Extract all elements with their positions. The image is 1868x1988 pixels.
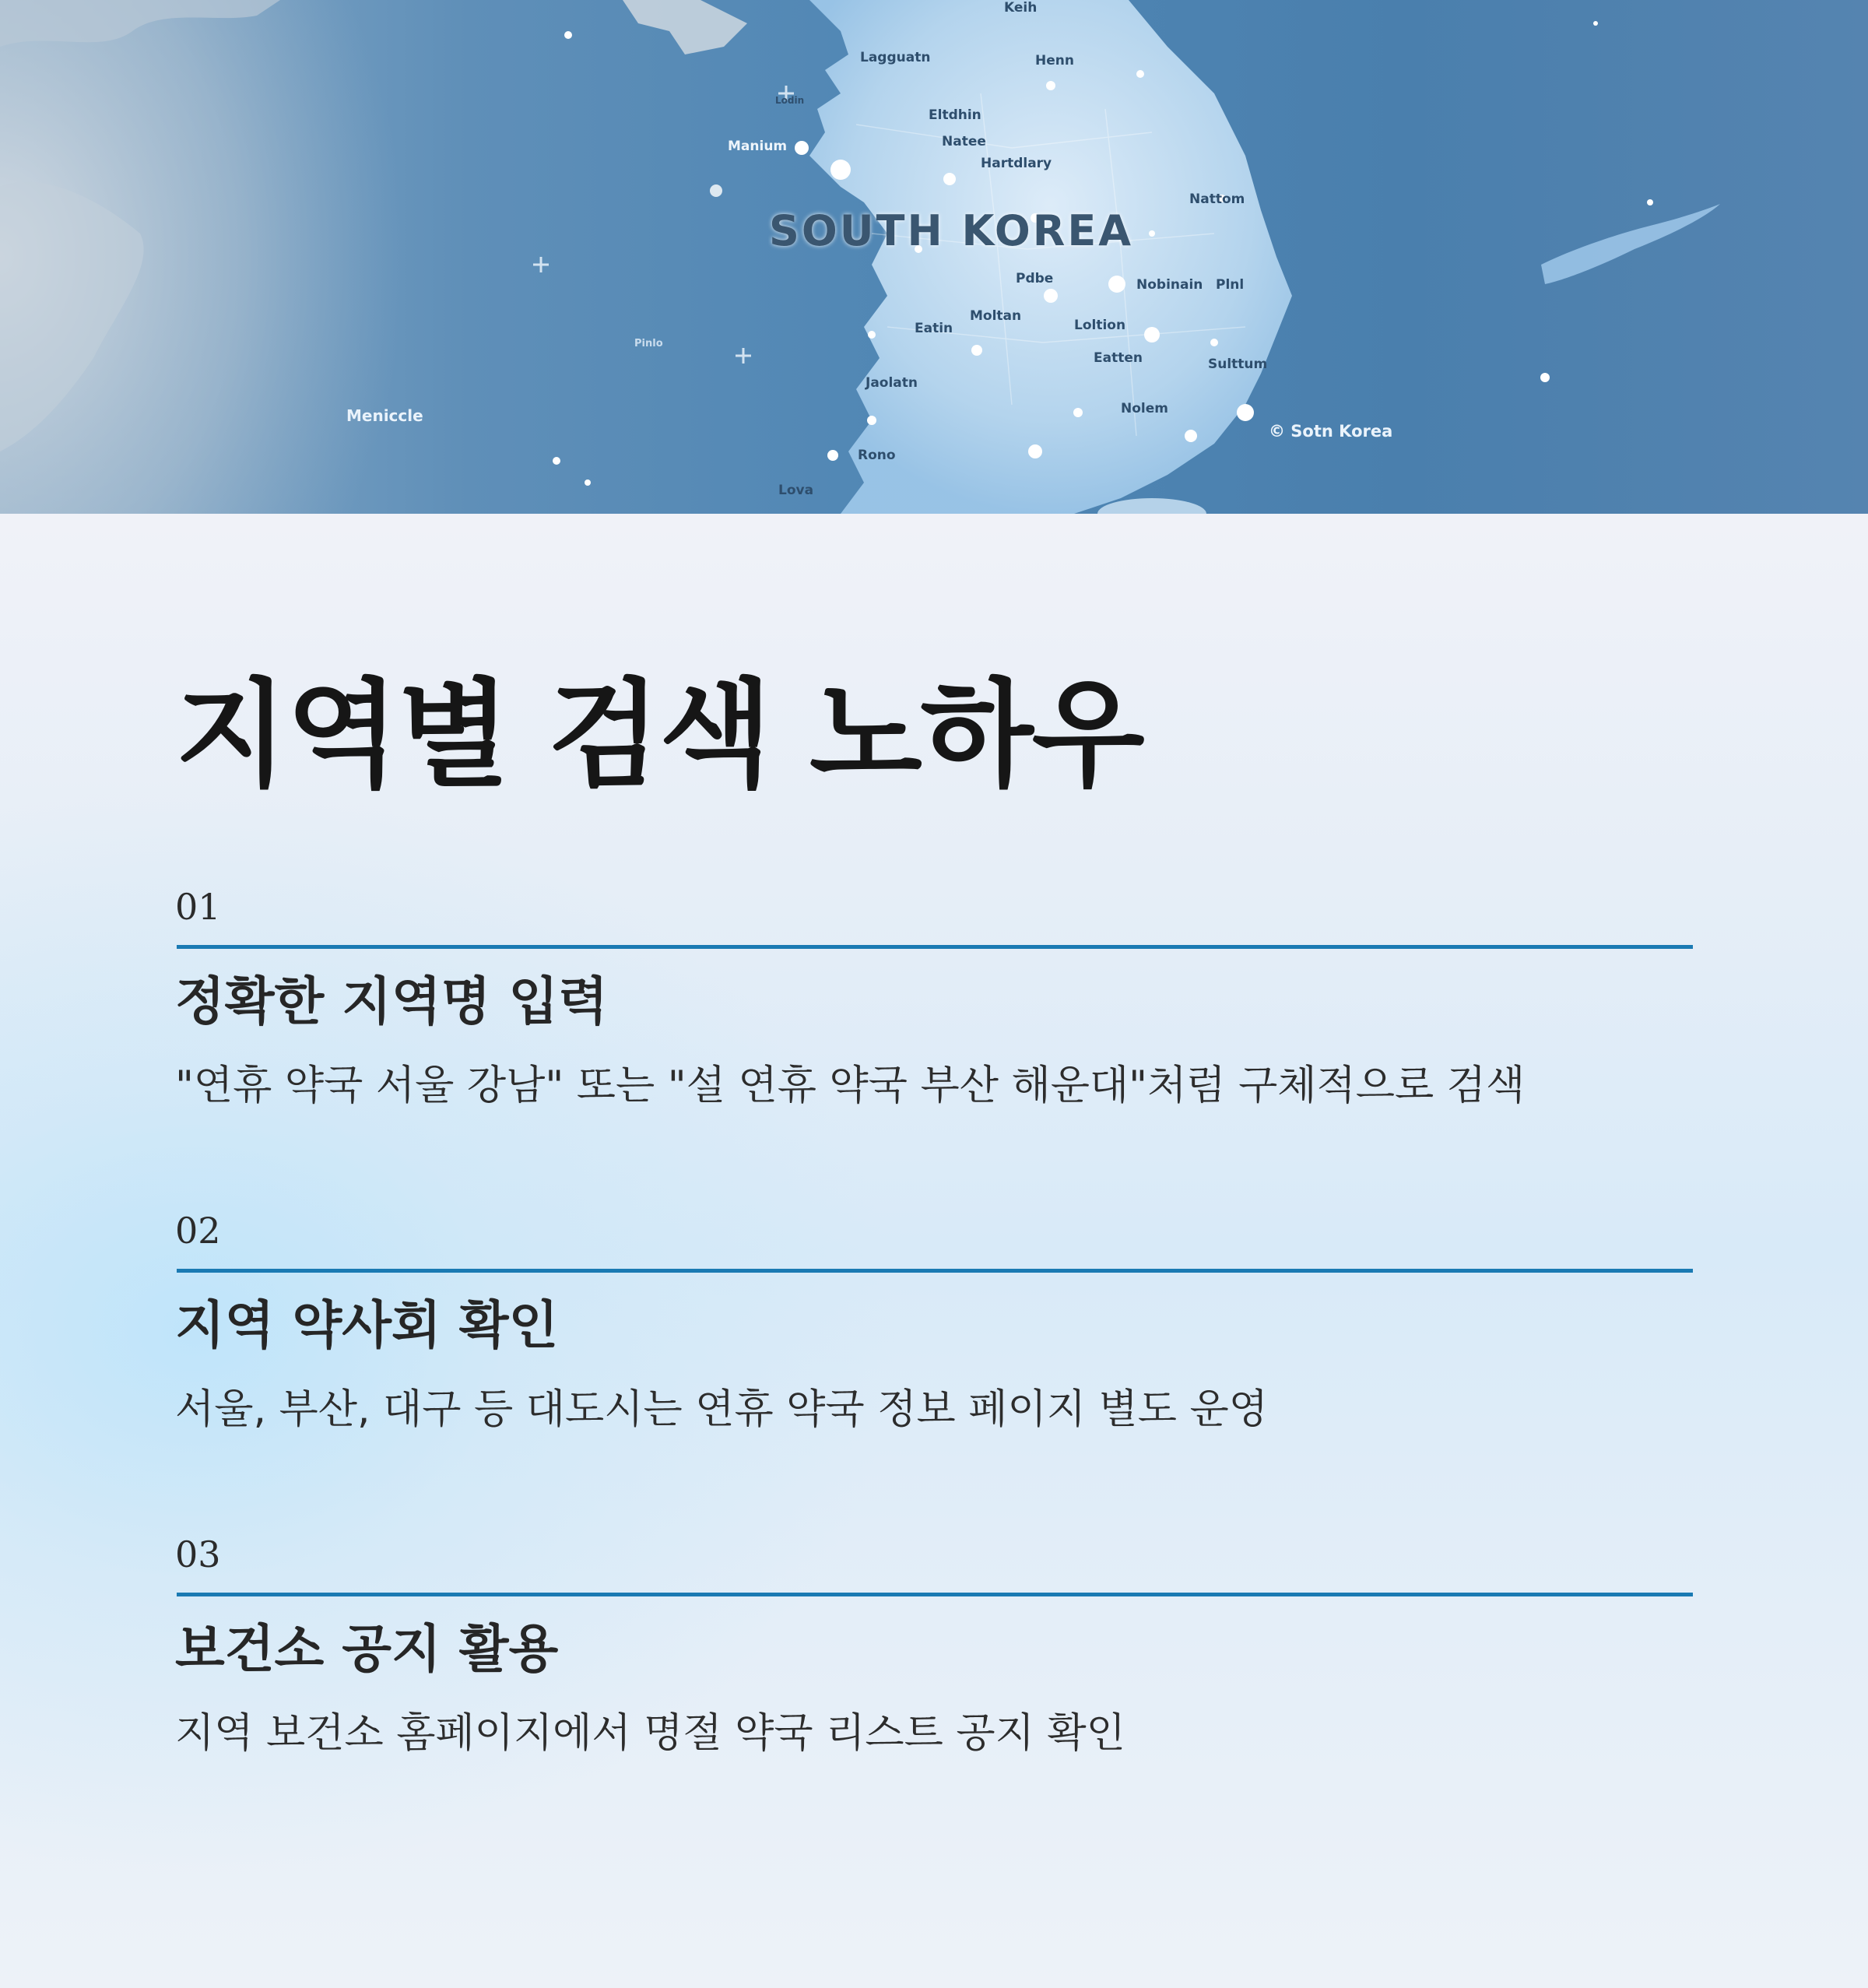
map-place-label: Pdbe — [1016, 271, 1054, 286]
map-place-label: Keih — [1004, 0, 1038, 16]
map-place-label: Nattom — [1189, 191, 1245, 207]
map-place-label: Hartdlary — [981, 156, 1052, 171]
tip-description: "연휴 약국 서울 강남" 또는 "설 연휴 약국 부산 해운대"처럼 구체적으로 검색 — [175, 1062, 1526, 1109]
tip-number: 01 — [175, 886, 221, 928]
tip-divider — [177, 1593, 1693, 1596]
page-title: 지역별 검색 노하우 — [175, 668, 1143, 803]
map-place-label: Lodin — [775, 95, 805, 106]
map-place-label: Moltan — [970, 308, 1022, 324]
tip-number: 02 — [175, 1210, 221, 1252]
map-sea-label: Meniccle — [346, 406, 423, 425]
tip-divider — [177, 1269, 1693, 1273]
tip-number: 03 — [175, 1533, 221, 1575]
map-place-label: Rono — [858, 448, 896, 463]
map-place-label: Nolem — [1121, 401, 1168, 416]
map-place-label: Eatten — [1094, 350, 1143, 366]
tip-description: 지역 보건소 홈페이지에서 명절 약국 리스트 공지 확인 — [175, 1710, 1125, 1757]
map-place-label: Manium — [728, 139, 788, 154]
korea-map-graphic — [0, 0, 1868, 514]
map-place-label: Loltion — [1074, 318, 1126, 333]
map-place-label: Natee — [942, 134, 986, 149]
map-place-label: Lova — [778, 483, 814, 498]
map-place-label: Eltdhin — [929, 107, 981, 123]
tip-heading: 정확한 지역명 입력 — [175, 971, 609, 1031]
content-section — [0, 514, 1868, 1988]
tip-heading: 지역 약사회 확인 — [175, 1295, 559, 1355]
map-country-label: SOUTH KOREA — [769, 206, 1134, 255]
map-place-label: Pinlo — [634, 338, 663, 349]
map-place-label: Eatin — [915, 321, 953, 336]
map-place-label: Lagguatn — [860, 50, 931, 65]
tip-description: 서울, 부산, 대구 등 대도시는 연휴 약국 정보 페이지 별도 운영 — [175, 1386, 1268, 1433]
map-place-label: Sulttum — [1208, 357, 1268, 372]
map-place-label: Nobinain — [1136, 277, 1203, 293]
map-place-label: Plnl — [1216, 277, 1245, 293]
map-place-label: Jaolatn — [866, 375, 918, 391]
map-watermark: © Sotn Korea — [1269, 422, 1393, 441]
hero-map-image — [0, 0, 1868, 514]
tip-heading: 보건소 공지 활용 — [175, 1619, 559, 1679]
map-place-label: Henn — [1035, 53, 1074, 68]
tip-divider — [177, 945, 1693, 949]
